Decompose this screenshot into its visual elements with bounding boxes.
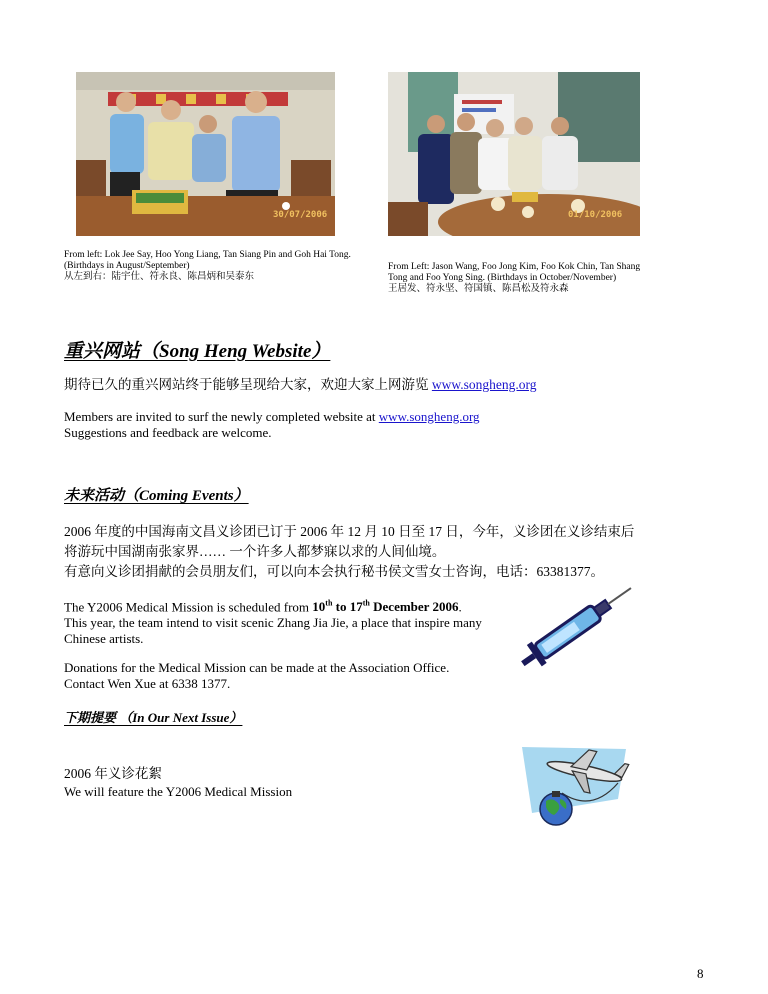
next-issue-text: [64, 765, 464, 801]
caption-right: [388, 262, 688, 295]
date-stamp: 30/07/2006: [273, 210, 328, 220]
caption-left-en: From left: Lok Jee Say, Hoo Yong Liang, Tan Siang Pin and Goh Hai Tong.: [64, 250, 351, 260]
photo-birthday-oct-nov: [388, 72, 640, 236]
events-zh-line-3: 有意向义诊团捐献的会员朋友们，可以向本会执行秘书侯文雪女士咨询，电话：63381377。: [64, 564, 604, 579]
events-date-to: to 17: [332, 599, 363, 615]
next-issue-en: We will feature the Y2006 Medical Mission: [64, 784, 293, 799]
next-issue-heading: 下期提要 （In Our Next Issue）: [64, 710, 243, 725]
website-zh-sentence: 期待已久的重兴网站终于能够呈现给大家，欢迎大家上网游览: [64, 377, 432, 392]
airplane-globe-clipart: [522, 743, 630, 829]
events-zh-line-2: 将游玩中国湖南张家界…… 一个许多人都梦寐以求的人间仙境。: [64, 544, 446, 559]
events-donation-line: Donations for the Medical Mission can be made at the Association Office.: [64, 660, 450, 675]
caption-left-en-2: (Birthdays in August/September): [64, 261, 190, 271]
caption-right-zh: 王居发、符永坚、符国镇、陈昌松及符永森: [388, 284, 569, 294]
photo-birthday-aug-sep: [76, 72, 335, 236]
events-en-period: .: [458, 599, 462, 615]
syringe-clipart: [516, 578, 646, 668]
website-link-2[interactable]: www.songheng.org: [378, 409, 480, 424]
website-feedback: Suggestions and feedback are welcome.: [64, 425, 272, 440]
events-zh-text: [64, 522, 734, 582]
events-en-p2: [64, 660, 524, 692]
events-zh-line-1: 2006 年度的中国海南文昌义诊团已订于 2006 年 12 月 10 日至 17 日，今年，义诊团在义诊结束后: [64, 524, 635, 539]
website-en-sentence: Members are invited to surf the newly completed website at: [64, 409, 379, 424]
website-link[interactable]: www.songheng.org: [431, 377, 537, 392]
date-stamp: 01/10/2006: [568, 210, 623, 220]
website-en-text: [64, 409, 704, 441]
caption-right-en: From Left: Jason Wang, Foo Jong Kim, Foo Kok Chin, Tan Shang: [388, 262, 641, 272]
events-en-p1: [64, 596, 524, 647]
events-date-from: 10: [312, 599, 326, 615]
caption-left-zh: 从左到右：陆宇仕、符永良、陈昌炳和吴泰东: [64, 272, 255, 282]
events-date-sup-2: th: [362, 599, 370, 608]
events-en-prefix: The Y2006 Medical Mission is scheduled from: [64, 599, 313, 615]
events-en-line-3: Chinese artists.: [64, 631, 144, 647]
events-contact-line: Contact Wen Xue at 6338 1377.: [64, 676, 231, 691]
events-heading: 未来活动（Coming Events）: [64, 488, 249, 504]
caption-left: [64, 250, 384, 283]
website-zh-text: [64, 376, 704, 393]
page-number: 8: [697, 966, 704, 981]
caption-right-en-2: Tong and Foo Yong Sing. (Birthdays in October/November): [388, 273, 617, 283]
events-en-line-2: This year, the team intend to visit scenic Zhang Jia Jie, a place that inspire many: [64, 615, 482, 631]
events-date-sup-1: th: [325, 599, 333, 608]
events-date-month: December 2006: [369, 599, 459, 615]
next-issue-zh: 2006 年义诊花絮: [64, 766, 162, 781]
website-heading: 重兴网站（Song Heng Website）: [64, 341, 331, 362]
